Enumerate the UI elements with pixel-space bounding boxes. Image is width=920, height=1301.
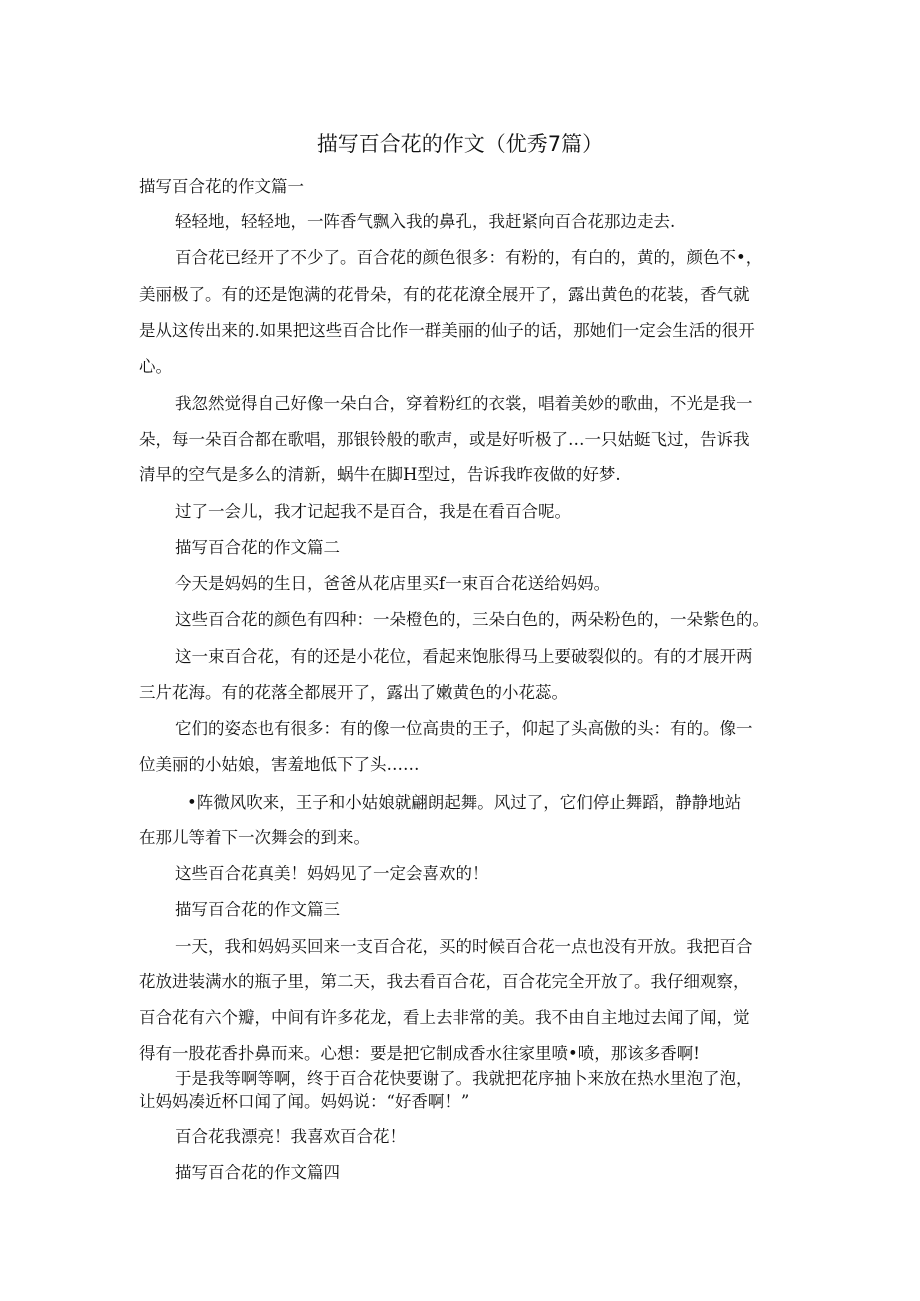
paragraph-line: 这些百合花的颜色有四种：一朵橙色的，三朵白色的，两朵粉色的，一朵紫色的。 <box>175 610 769 629</box>
section-heading-4: 描写百合花的作文篇四 <box>175 1163 340 1182</box>
section-heading-2: 描写百合花的作文篇二 <box>175 538 340 557</box>
paragraph-line: 朵，每一朵百合都在歌唱，那银铃般的歌声，或是好听极了…一只姑蜓飞过，告诉我 <box>139 430 750 449</box>
paragraph-line: 是从这传出来的.如果把这些百合比作一群美丽的仙子的话，那她们一定会生活的很开 <box>139 321 755 340</box>
section-heading-3: 描写百合花的作文篇三 <box>175 900 340 919</box>
paragraph-line: 在那儿等着下一次舞会的到来。 <box>139 828 370 847</box>
paragraph-line: 花放进装满水的瓶子里，第二天，我去看百合花，百合花完全开放了。我仔细观察， <box>139 972 750 991</box>
paragraph-line: 它们的姿态也有很多：有的像一位高贵的王子，仰起了头高傲的头：有的。像一 <box>175 719 753 738</box>
paragraph-line: 这一束百合花，有的还是小花位，看起来饱胀得马上要破裂似的。有的才展开两 <box>175 647 753 666</box>
section-heading-1: 描写百合花的作文篇一 <box>139 177 304 196</box>
document-title: 描写百合花的作文（优秀7篇） <box>316 132 604 156</box>
paragraph-line: 清早的空气是多么的清新，蜗牛在脚H型过，告诉我昨夜做的好梦. <box>139 465 621 484</box>
paragraph-line: 我忽然觉得自己好像一朵白合，穿着粉红的衣裳，唱着美妙的歌曲，不光是我一 <box>175 394 753 413</box>
paragraph-line: 百合花已经开了不少了。百合花的颜色很多：有粉的，有白的，黄的，颜色不•， <box>175 248 763 267</box>
paragraph-line: 今天是妈妈的生日，爸爸从花店里买f一束百合花送给妈妈。 <box>175 574 611 593</box>
paragraph-line: 心。 <box>139 357 172 376</box>
paragraph-line: 百合花我漂亮！我喜欢百合花！ <box>175 1127 406 1146</box>
paragraph-line: •阵微风吹来，王子和小姑娘就翩朗起舞。风过了，它们停止舞蹈，静静地站 <box>187 793 742 812</box>
paragraph-line: 一天，我和妈妈买回来一支百合花，买的时候百合花一点也没有开放。我把百合 <box>175 937 753 956</box>
paragraph-line: 得有一股花香扑鼻而来。心想：要是把它制成香水往家里喷•喷，那该多香啊! <box>139 1044 700 1063</box>
paragraph-line: 位美丽的小姑娘，害羞地低下了头…… <box>139 755 420 774</box>
paragraph-line: 百合花有六个瓣，中间有许多花龙，看上去非常的美。我不由自主地过去闻了闻，觉 <box>139 1008 750 1027</box>
paragraph-line: 让妈妈凑近杯口闻了闻。妈妈说：“好香啊！” <box>139 1092 470 1111</box>
paragraph-line: 三片花海。有的花落全都展开了，露出了嫩黄色的小花蕊。 <box>139 683 568 702</box>
paragraph-line: 这些百合花真美！妈妈见了一定会喜欢的！ <box>175 864 489 883</box>
paragraph-line: 轻轻地，轻轻地，一阵香气飘入我的鼻孔，我赶紧向百合花那边走去. <box>175 212 676 231</box>
paragraph-line: 于是我等啊等啊，终于百合花快要谢了。我就把花序抽卜来放在热水里泡了泡， <box>175 1069 753 1088</box>
paragraph-line: 过了一会儿，我才记起我不是百合，我是在看百合呢。 <box>175 502 571 521</box>
paragraph-line: 美丽极了。有的还是饱满的花骨朵，有的花花潦全展开了，露出黄色的花装，香气就 <box>139 285 750 304</box>
